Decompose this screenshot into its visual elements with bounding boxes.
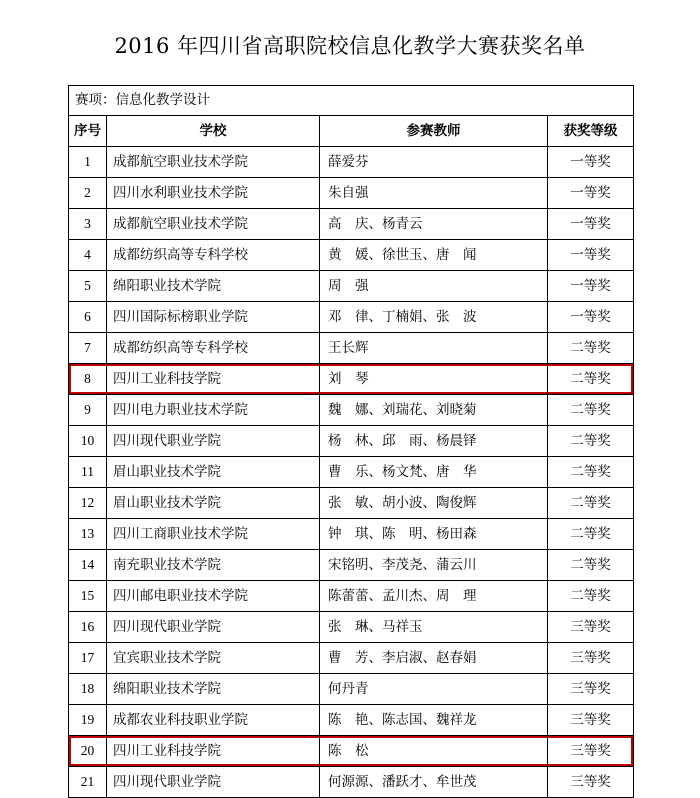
award-level: 二等奖 <box>548 395 634 426</box>
table-row <box>69 302 634 333</box>
award-level: 三等奖 <box>548 705 634 736</box>
header-school: 学校 <box>107 116 320 147</box>
school-name: 成都纺织高等专科学校 <box>107 333 320 364</box>
table-row <box>69 705 634 736</box>
award-level: 二等奖 <box>548 488 634 519</box>
teacher-names: 钟 琪、陈 明、杨田森 <box>320 519 548 550</box>
row-number: 5 <box>69 271 107 302</box>
award-level: 三等奖 <box>548 674 634 705</box>
table-row <box>69 178 634 209</box>
school-name: 绵阳职业技术学院 <box>107 271 320 302</box>
row-number: 3 <box>69 209 107 240</box>
table-body <box>69 86 634 798</box>
table-row <box>69 271 634 302</box>
school-name: 四川现代职业学院 <box>107 426 320 457</box>
school-name: 南充职业技术学院 <box>107 550 320 581</box>
teacher-names: 陈 艳、陈志国、魏祥龙 <box>320 705 548 736</box>
school-name: 四川工业科技学院 <box>107 736 320 767</box>
table-row <box>69 488 634 519</box>
row-number: 9 <box>69 395 107 426</box>
award-level: 三等奖 <box>548 736 634 767</box>
award-level: 二等奖 <box>548 457 634 488</box>
award-level: 一等奖 <box>548 147 634 178</box>
table-row <box>69 395 634 426</box>
teacher-names: 周 强 <box>320 271 548 302</box>
teacher-names: 曹 芳、李启淑、赵春娟 <box>320 643 548 674</box>
header-no: 序号 <box>69 116 107 147</box>
award-level: 三等奖 <box>548 643 634 674</box>
row-number: 21 <box>69 767 107 798</box>
row-number: 6 <box>69 302 107 333</box>
teacher-names: 邓 律、丁楠娟、张 波 <box>320 302 548 333</box>
category-row <box>69 86 634 116</box>
teacher-names: 朱自强 <box>320 178 548 209</box>
table-row <box>69 612 634 643</box>
school-name: 成都纺织高等专科学校 <box>107 240 320 271</box>
teacher-names: 杨 林、邱 雨、杨晨铎 <box>320 426 548 457</box>
school-name: 四川现代职业学院 <box>107 767 320 798</box>
header-teachers: 参赛教师 <box>320 116 548 147</box>
row-number: 13 <box>69 519 107 550</box>
teacher-names: 张 琳、马祥玉 <box>320 612 548 643</box>
award-level: 三等奖 <box>548 767 634 798</box>
teacher-names: 宋铭明、李茂尧、蒲云川 <box>320 550 548 581</box>
teacher-names: 张 敏、胡小波、陶俊辉 <box>320 488 548 519</box>
award-level: 一等奖 <box>548 209 634 240</box>
school-name: 成都航空职业技术学院 <box>107 209 320 240</box>
teacher-names: 刘 琴 <box>320 364 548 395</box>
row-number: 10 <box>69 426 107 457</box>
row-number: 1 <box>69 147 107 178</box>
row-number: 16 <box>69 612 107 643</box>
award-table <box>68 85 634 798</box>
table-row <box>69 333 634 364</box>
row-number: 2 <box>69 178 107 209</box>
school-name: 四川邮电职业技术学院 <box>107 581 320 612</box>
teacher-names: 王长辉 <box>320 333 548 364</box>
table-row <box>69 147 634 178</box>
table-row <box>69 643 634 674</box>
school-name: 宜宾职业技术学院 <box>107 643 320 674</box>
award-level: 二等奖 <box>548 550 634 581</box>
award-level: 一等奖 <box>548 271 634 302</box>
school-name: 成都航空职业技术学院 <box>107 147 320 178</box>
award-level: 一等奖 <box>548 302 634 333</box>
award-level: 三等奖 <box>548 612 634 643</box>
row-number: 19 <box>69 705 107 736</box>
school-name: 眉山职业技术学院 <box>107 457 320 488</box>
table-row <box>69 426 634 457</box>
teacher-names: 何源源、潘跃才、牟世茂 <box>320 767 548 798</box>
teacher-names: 高 庆、杨青云 <box>320 209 548 240</box>
row-number: 8 <box>69 364 107 395</box>
row-number: 14 <box>69 550 107 581</box>
row-number: 11 <box>69 457 107 488</box>
category-label: 赛项：信息化教学设计 <box>69 86 634 116</box>
row-number: 15 <box>69 581 107 612</box>
row-number: 20 <box>69 736 107 767</box>
award-level: 二等奖 <box>548 364 634 395</box>
teacher-names: 黄 媛、徐世玉、唐 闻 <box>320 240 548 271</box>
table-row <box>69 209 634 240</box>
school-name: 四川现代职业学院 <box>107 612 320 643</box>
school-name: 四川工业科技学院 <box>107 364 320 395</box>
table-row <box>69 581 634 612</box>
school-name: 四川国际标榜职业学院 <box>107 302 320 333</box>
school-name: 眉山职业技术学院 <box>107 488 320 519</box>
school-name: 四川工商职业技术学院 <box>107 519 320 550</box>
table-row <box>69 550 634 581</box>
teacher-names: 曹 乐、杨文梵、唐 华 <box>320 457 548 488</box>
highlighted-table-row <box>69 364 634 395</box>
teacher-names: 魏 娜、刘瑞花、刘晓菊 <box>320 395 548 426</box>
teacher-names: 陈蕾蕾、孟川杰、周 理 <box>320 581 548 612</box>
award-level: 一等奖 <box>548 178 634 209</box>
header-level: 获奖等级 <box>548 116 634 147</box>
table-row <box>69 767 634 798</box>
school-name: 绵阳职业技术学院 <box>107 674 320 705</box>
table-row <box>69 240 634 271</box>
school-name: 四川水利职业技术学院 <box>107 178 320 209</box>
table-row <box>69 519 634 550</box>
row-number: 18 <box>69 674 107 705</box>
row-number: 17 <box>69 643 107 674</box>
teacher-names: 陈 松 <box>320 736 548 767</box>
page-title: 2016 年四川省高职院校信息化教学大赛获奖名单 <box>114 34 586 58</box>
award-level: 二等奖 <box>548 426 634 457</box>
highlighted-table-row <box>69 736 634 767</box>
header-row <box>69 116 634 147</box>
table-row <box>69 674 634 705</box>
award-level: 二等奖 <box>548 581 634 612</box>
school-name: 四川电力职业技术学院 <box>107 395 320 426</box>
row-number: 12 <box>69 488 107 519</box>
school-name: 成都农业科技职业学院 <box>107 705 320 736</box>
row-number: 7 <box>69 333 107 364</box>
row-number: 4 <box>69 240 107 271</box>
award-level: 二等奖 <box>548 519 634 550</box>
table-row <box>69 457 634 488</box>
teacher-names: 薛爱芬 <box>320 147 548 178</box>
award-level: 二等奖 <box>548 333 634 364</box>
award-level: 一等奖 <box>548 240 634 271</box>
teacher-names: 何丹青 <box>320 674 548 705</box>
